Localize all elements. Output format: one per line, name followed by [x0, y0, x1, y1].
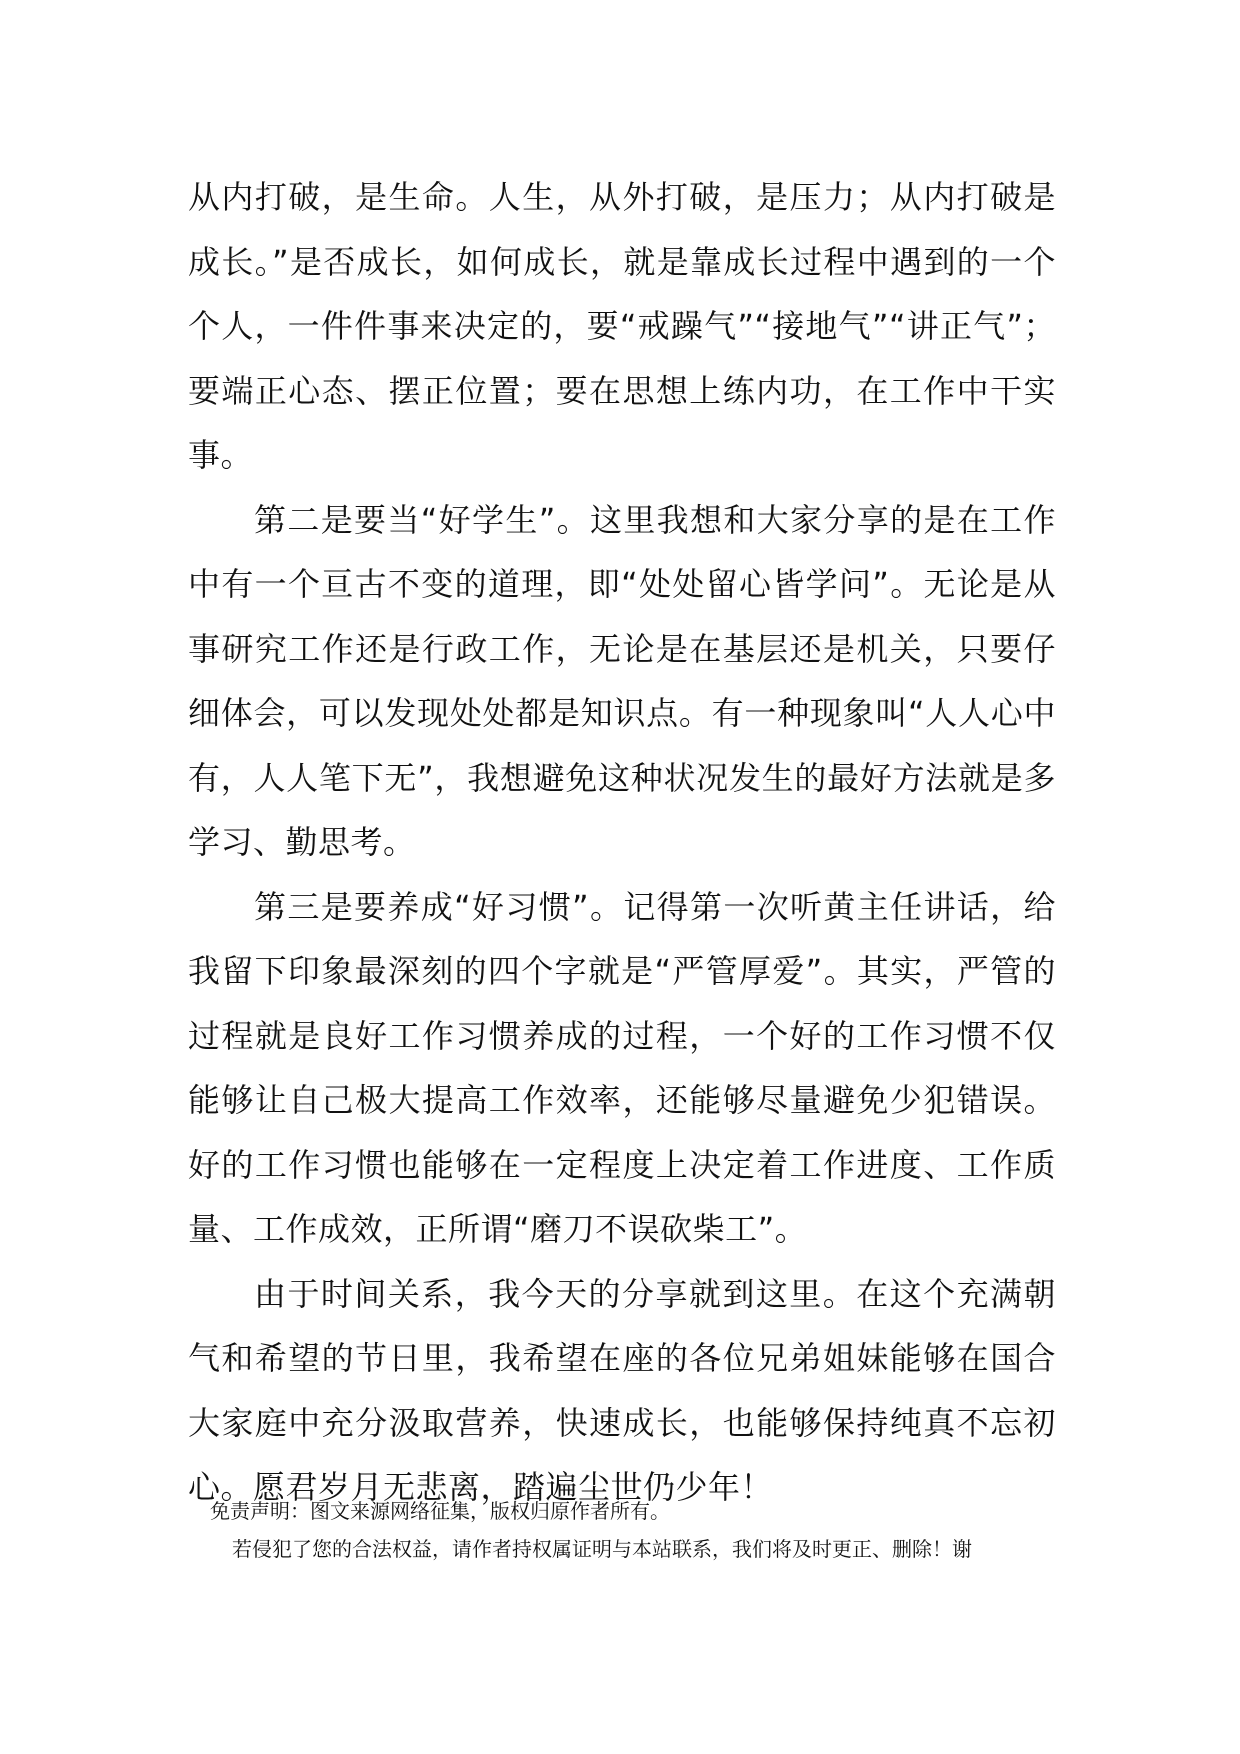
disclaimer-line-2: 若侵犯了您的合法权益，请作者持权属证明与本站联系，我们将及时更正、删除！谢: [232, 1537, 972, 1561]
disclaimer-line-1: 免责声明：图文来源网络征集，版权归原作者所有。: [210, 1499, 670, 1523]
paragraph-1: 从内打破，是生命。人生，从外打破，是压力；从内打破是成长。”是否成长，如何成长，就是靠成长过程中遇到的一个个人，一件件事来决定的，要“戒躁气”“接地气”“讲正气”；要端正心态、摆正位置；要在思想上练内功，在工作中干实事。: [188, 178, 1056, 474]
paragraph-4: 由于时间关系，我今天的分享就到这里。在这个充满朝气和希望的节日里，我希望在座的各位兄弟姐妹能够在国合大家庭中充分汲取营养，快速成长，也能够保持纯真不忘初心。愿君岁月无悲离，踏遍尘世仍少年！: [188, 1274, 1056, 1506]
disclaimer: [210, 1492, 1070, 1568]
paragraph-3: 第三是要养成“好习惯”。记得第一次听黄主任讲话，给我留下印象最深刻的四个字就是“严管厚爱”。其实，严管的过程就是良好工作习惯养成的过程，一个好的工作习惯不仅能够让自己极大提高工作效率，还能够尽量避免少犯错误。好的工作习惯也能够在一定程度上决定着工作进度、工作质量、工作成效，正所谓“磨刀不误砍柴工”。: [188, 887, 1056, 1248]
paragraph-2: 第二是要当“好学生”。这里我想和大家分享的是在工作中有一个亘古不变的道理，即“处处留心皆学问”。无论是从事研究工作还是行政工作，无论是在基层还是机关，只要仔细体会，可以发现处处都是知识点。有一种现象叫“人人心中有，人人笔下无”，我想避免这种状况发生的最好方法就是多学习、勤思考。: [188, 500, 1056, 861]
document-body: [188, 165, 1056, 1520]
